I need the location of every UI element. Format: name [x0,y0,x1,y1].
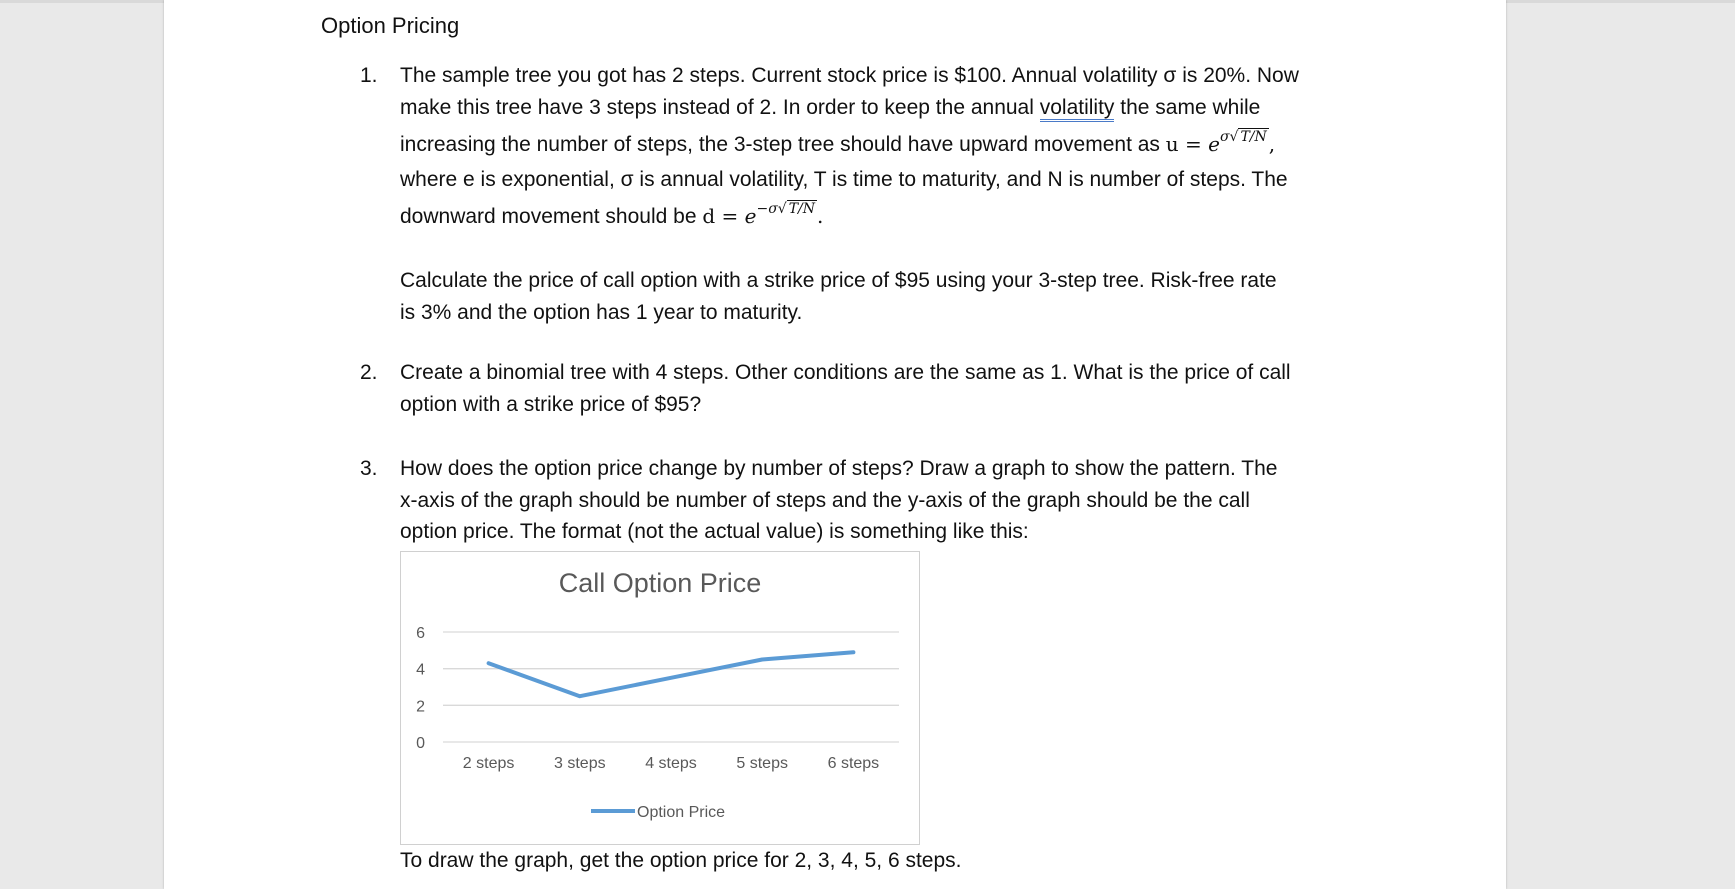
downward-movement-formula: $d = e^{-\sigma√ T/N}$ . [702,201,824,228]
list-number-1: 1. [360,64,378,87]
y-tick-label: 2 [416,698,425,716]
chart-title: Call Option Price [558,568,762,598]
q1-p2-line-1: Calculate the price of call option with a strike price of $95 using your 3-step tree. Risk-free rate [400,269,1277,292]
chart-y-axis [416,625,425,752]
chart-legend [591,804,725,821]
chart-series [489,652,854,696]
question-3-text [400,453,1360,548]
q1-line-1: The sample tree you got has 2 steps. Current stock price is $100. Annual volatility σ is 20%. Now [400,64,1299,87]
chart-gridlines [443,632,899,742]
chart-x-axis [463,755,879,772]
q1-line-2-end: the same while [1114,95,1261,119]
question-2-text [400,357,1360,420]
y-tick-label: 0 [416,735,425,752]
document-page[interactable] [164,0,1506,889]
list-number-2: 2. [360,361,378,384]
q3-footer-text: To draw the graph, get the option price for 2, 3, 4, 5, 6 steps. [400,849,962,872]
q2-line-1: Create a binomial tree with 4 steps. Other conditions are the same as 1. What is the price of call [400,361,1291,384]
q1-line-5-text: downward movement should be [400,205,703,228]
q1-line-2 [400,92,1360,124]
y-tick-label: 4 [416,661,425,679]
q1-line-3-text: increasing the number of steps, the 3-step tree should have upward movement as [400,133,1166,156]
question-1-text [400,60,1360,236]
x-tick-label: 2 steps [462,755,515,772]
upward-movement-formula: $u = e^{\sigma√ T/N}$ , [1165,129,1276,156]
y-tick-label: 6 [416,625,425,642]
q1-line-5 [400,201,1360,236]
q2-line-2: option with a strike price of $95? [400,392,702,416]
x-tick-label: 4 steps [645,755,697,772]
x-tick-label: 3 steps [554,755,606,772]
q1-line-2-start: make this tree have 3 steps instead of 2. In order to keep the annual [400,95,1040,119]
spelling-flag-volatility[interactable]: volatility [1040,96,1115,122]
series-line-option-price [489,652,854,696]
q3-line-2: x-axis of the graph should be number of steps and the y-axis of the graph should be the call [400,488,1250,512]
q3-line-1: How does the option price change by number of steps? Draw a graph to show the pattern. The [400,457,1278,480]
x-tick-label: 6 steps [827,755,880,772]
q1-line-4: where e is exponential, σ is annual volatility, T is time to maturity, and N is number of steps. The [400,167,1288,191]
q1-line-3 [400,129,1360,164]
embedded-chart[interactable] [400,551,920,845]
x-tick-label: 5 steps [736,755,788,772]
chart-svg [401,552,919,844]
document-title: Option Pricing [321,13,460,38]
q1-p2-line-2: is 3% and the option has 1 year to maturity. [400,300,803,324]
legend-label: Option Price [637,804,726,821]
list-number-3: 3. [360,457,378,480]
q3-line-3: option price. The format (not the actual value) is something like this: [400,520,1029,543]
question-1-paragraph-2 [400,265,1360,328]
